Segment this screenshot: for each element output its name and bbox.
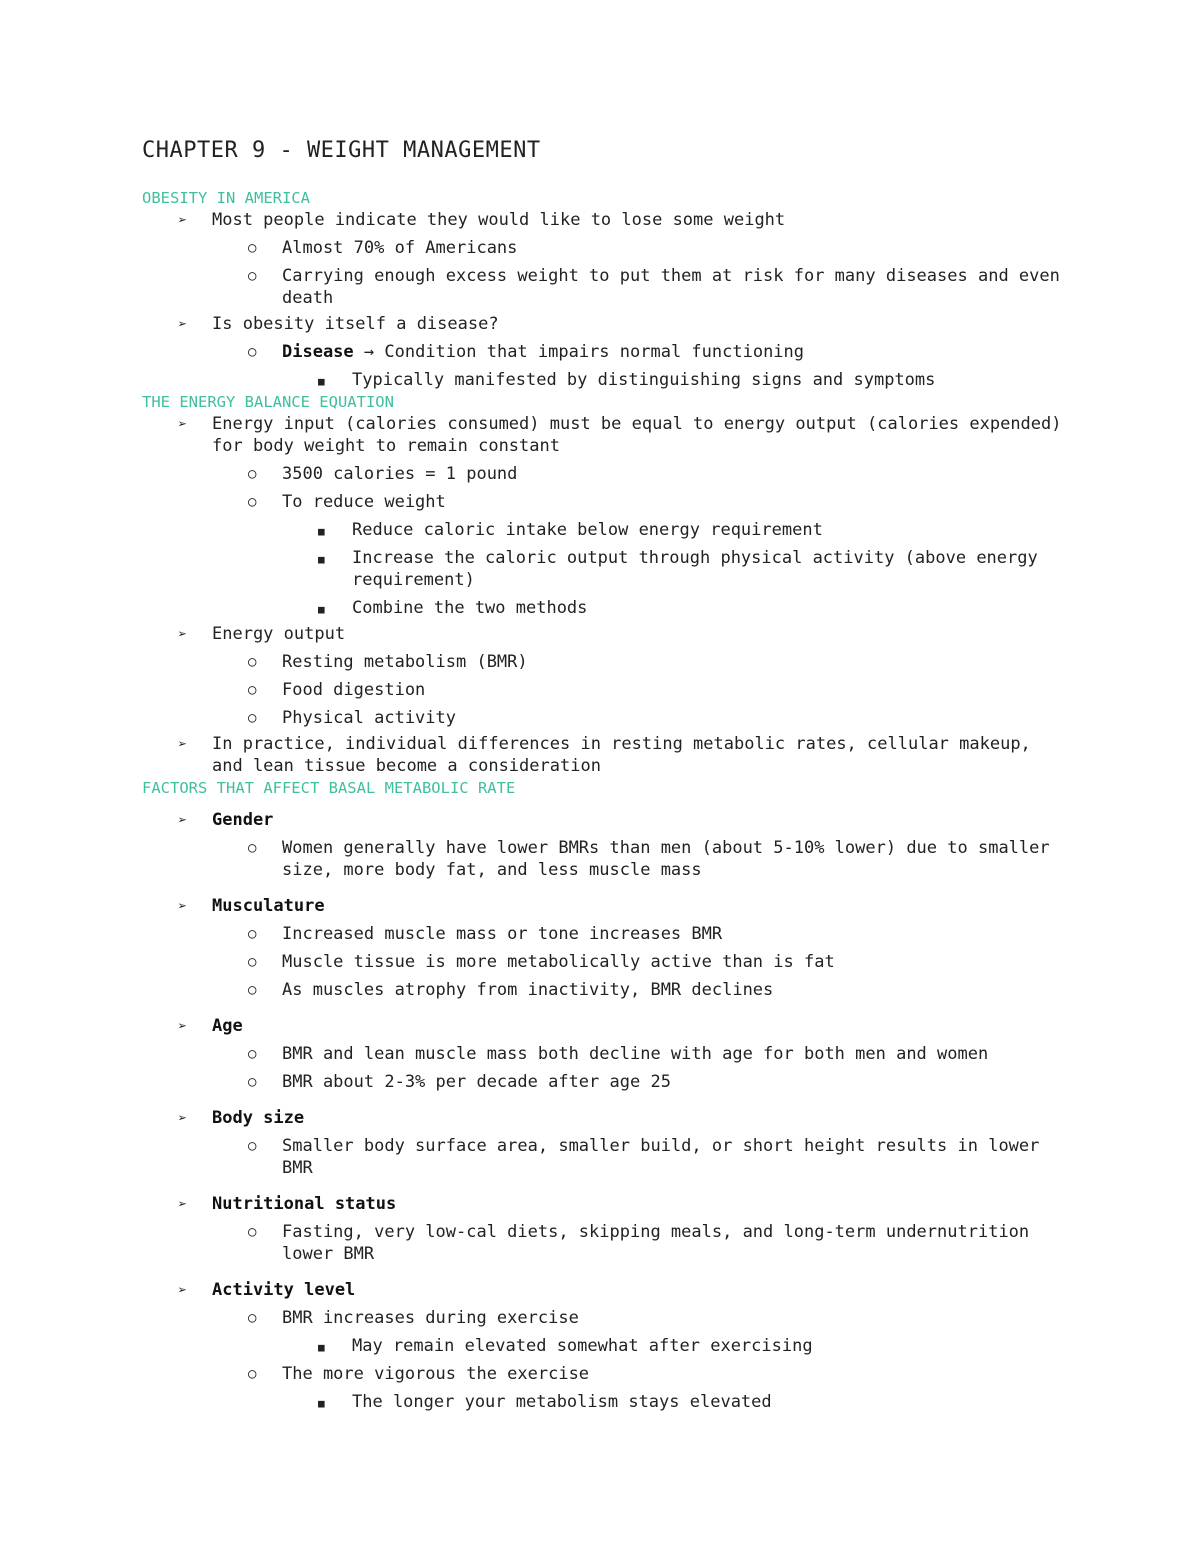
list-item-text: BMR about 2-3% per decade after age 25 (282, 1072, 671, 1092)
list-item-text: As muscles atrophy from inactivity, BMR declines (282, 980, 774, 1000)
list-item-text: Fasting, very low-cal diets, skipping meals, and long-term undernutrition lower BMR (282, 1222, 1030, 1264)
list-item (142, 1043, 1062, 1065)
list-item-text: Physical activity (282, 708, 456, 728)
arrow-bullet-icon: ➢ (178, 1195, 188, 1213)
list-item-text: Smaller body surface area, smaller build, or short height results in lower BMR (282, 1136, 1040, 1178)
arrow-bullet-icon: ➢ (178, 625, 188, 643)
square-bullet-icon: ■ (318, 525, 325, 538)
list-item (142, 1071, 1062, 1093)
square-bullet-icon: ■ (318, 375, 325, 388)
list-item (142, 951, 1062, 973)
arrow-bullet-icon: ➢ (178, 1017, 188, 1035)
list-item-text: Food digestion (282, 680, 426, 700)
list-item (142, 413, 1062, 457)
list-item-text: Most people indicate they would like to lose some weight (212, 210, 786, 230)
factor-nutritional-status: Nutritional status (212, 1194, 397, 1214)
list-item (142, 1221, 1062, 1265)
section-heading-energy: THE ENERGY BALANCE EQUATION (142, 393, 394, 411)
factor-body-size: Body size (212, 1108, 305, 1128)
list-item-text: Energy output (212, 624, 346, 644)
list-item (142, 979, 1062, 1001)
list-item-text: Energy input (calories consumed) must be equal to energy output (calories expended) for body weight to remain constant (212, 414, 1062, 456)
list-item (142, 265, 1062, 309)
list-item-text: 3500 calories = 1 pound (282, 464, 518, 484)
arrow-bullet-icon: ➢ (178, 1109, 188, 1127)
circle-bullet-icon: ○ (248, 954, 257, 970)
list-item (142, 733, 1062, 777)
circle-bullet-icon: ○ (248, 1366, 257, 1382)
section-heading-bmr: FACTORS THAT AFFECT BASAL METABOLIC RATE (142, 779, 516, 797)
list-item-text: Increased muscle mass or tone increases BMR (282, 924, 723, 944)
circle-bullet-icon: ○ (248, 344, 257, 360)
square-bullet-icon: ■ (318, 1397, 325, 1410)
circle-bullet-icon: ○ (248, 494, 257, 510)
circle-bullet-icon: ○ (248, 926, 257, 942)
factor-musculature: Musculature (212, 896, 325, 916)
circle-bullet-icon: ○ (248, 1046, 257, 1062)
list-item-text: BMR and lean muscle mass both decline with age for both men and women (282, 1044, 989, 1064)
list-item (142, 547, 1062, 591)
list-item-text: Combine the two methods (352, 598, 588, 618)
list-item-text: Condition that impairs normal functioning (384, 342, 805, 362)
list-item (142, 1015, 1062, 1037)
list-item (142, 1335, 1062, 1357)
arrow-bullet-icon: ➢ (178, 735, 188, 753)
list-item (142, 597, 1062, 619)
list-item-text: Increase the caloric output through physical activity (above energy requirement) (352, 548, 1038, 590)
list-item-text: Resting metabolism (BMR) (282, 652, 528, 672)
list-item-text: Muscle tissue is more metabolically active than is fat (282, 952, 835, 972)
factor-gender: Gender (212, 810, 274, 830)
list-item (142, 237, 1062, 259)
list-item (142, 895, 1062, 917)
list-item (142, 837, 1062, 881)
circle-bullet-icon: ○ (248, 1138, 257, 1154)
term-disease: Disease (282, 342, 354, 362)
circle-bullet-icon: ○ (248, 710, 257, 726)
list-item (142, 679, 1062, 701)
list-item-text: Typically manifested by distinguishing signs and symptoms (352, 370, 936, 390)
circle-bullet-icon: ○ (248, 1224, 257, 1240)
arrow-bullet-icon: ➢ (178, 811, 188, 829)
list-item-text: Women generally have lower BMRs than men (about 5-10% lower) due to smaller size, more body fat, and less muscle mass (282, 838, 1050, 880)
list-item (142, 707, 1062, 729)
list-item (142, 209, 1062, 231)
circle-bullet-icon: ○ (248, 466, 257, 482)
arrow-bullet-icon: ➢ (178, 415, 188, 433)
circle-bullet-icon: ○ (248, 982, 257, 998)
factor-activity-level: Activity level (212, 1280, 356, 1300)
circle-bullet-icon: ○ (248, 1310, 257, 1326)
document-page (142, 138, 1062, 1413)
list-item (142, 1107, 1062, 1129)
list-item-text: The longer your metabolism stays elevated (352, 1392, 772, 1412)
list-item-text: The more vigorous the exercise (282, 1364, 590, 1384)
page-title: CHAPTER 9 - WEIGHT MANAGEMENT (142, 138, 541, 163)
list-item (142, 1135, 1062, 1179)
list-item-text: Is obesity itself a disease? (212, 314, 499, 334)
list-item-text: Reduce caloric intake below energy requirement (352, 520, 823, 540)
list-item (142, 923, 1062, 945)
list-item (142, 519, 1062, 541)
list-item-text: To reduce weight (282, 492, 446, 512)
list-item-text: Almost 70% of Americans (282, 238, 518, 258)
circle-bullet-icon: ○ (248, 240, 257, 256)
list-item (142, 651, 1062, 673)
square-bullet-icon: ■ (318, 1341, 325, 1354)
list-item (142, 313, 1062, 335)
arrow-bullet-icon: ➢ (178, 315, 188, 333)
list-item (142, 463, 1062, 485)
list-item (142, 1363, 1062, 1385)
arrow-bullet-icon: ➢ (178, 1281, 188, 1299)
list-item (142, 809, 1062, 831)
circle-bullet-icon: ○ (248, 682, 257, 698)
circle-bullet-icon: ○ (248, 840, 257, 856)
factor-age: Age (212, 1016, 243, 1036)
list-item (142, 491, 1062, 513)
circle-bullet-icon: ○ (248, 268, 257, 284)
list-item (142, 1279, 1062, 1301)
list-item-text: BMR increases during exercise (282, 1308, 579, 1328)
arrow-bullet-icon: ➢ (178, 897, 188, 915)
list-item-text: In practice, individual differences in resting metabolic rates, cellular makeup, and lean tissue become a consideration (212, 734, 1031, 776)
list-item (142, 623, 1062, 645)
list-item (142, 341, 1062, 363)
list-item-text: Carrying enough excess weight to put them at risk for many diseases and even death (282, 266, 1060, 308)
square-bullet-icon: ■ (318, 553, 325, 566)
circle-bullet-icon: ○ (248, 1074, 257, 1090)
list-item (142, 369, 1062, 391)
section-heading-obesity: OBESITY IN AMERICA (142, 189, 310, 207)
square-bullet-icon: ■ (318, 603, 325, 616)
list-item (142, 1391, 1062, 1413)
list-item (142, 1193, 1062, 1215)
arrow-bullet-icon: ➢ (178, 211, 188, 229)
right-arrow-icon: → (353, 342, 385, 362)
list-item-text: May remain elevated somewhat after exercising (352, 1336, 813, 1356)
list-item (142, 1307, 1062, 1329)
circle-bullet-icon: ○ (248, 654, 257, 670)
